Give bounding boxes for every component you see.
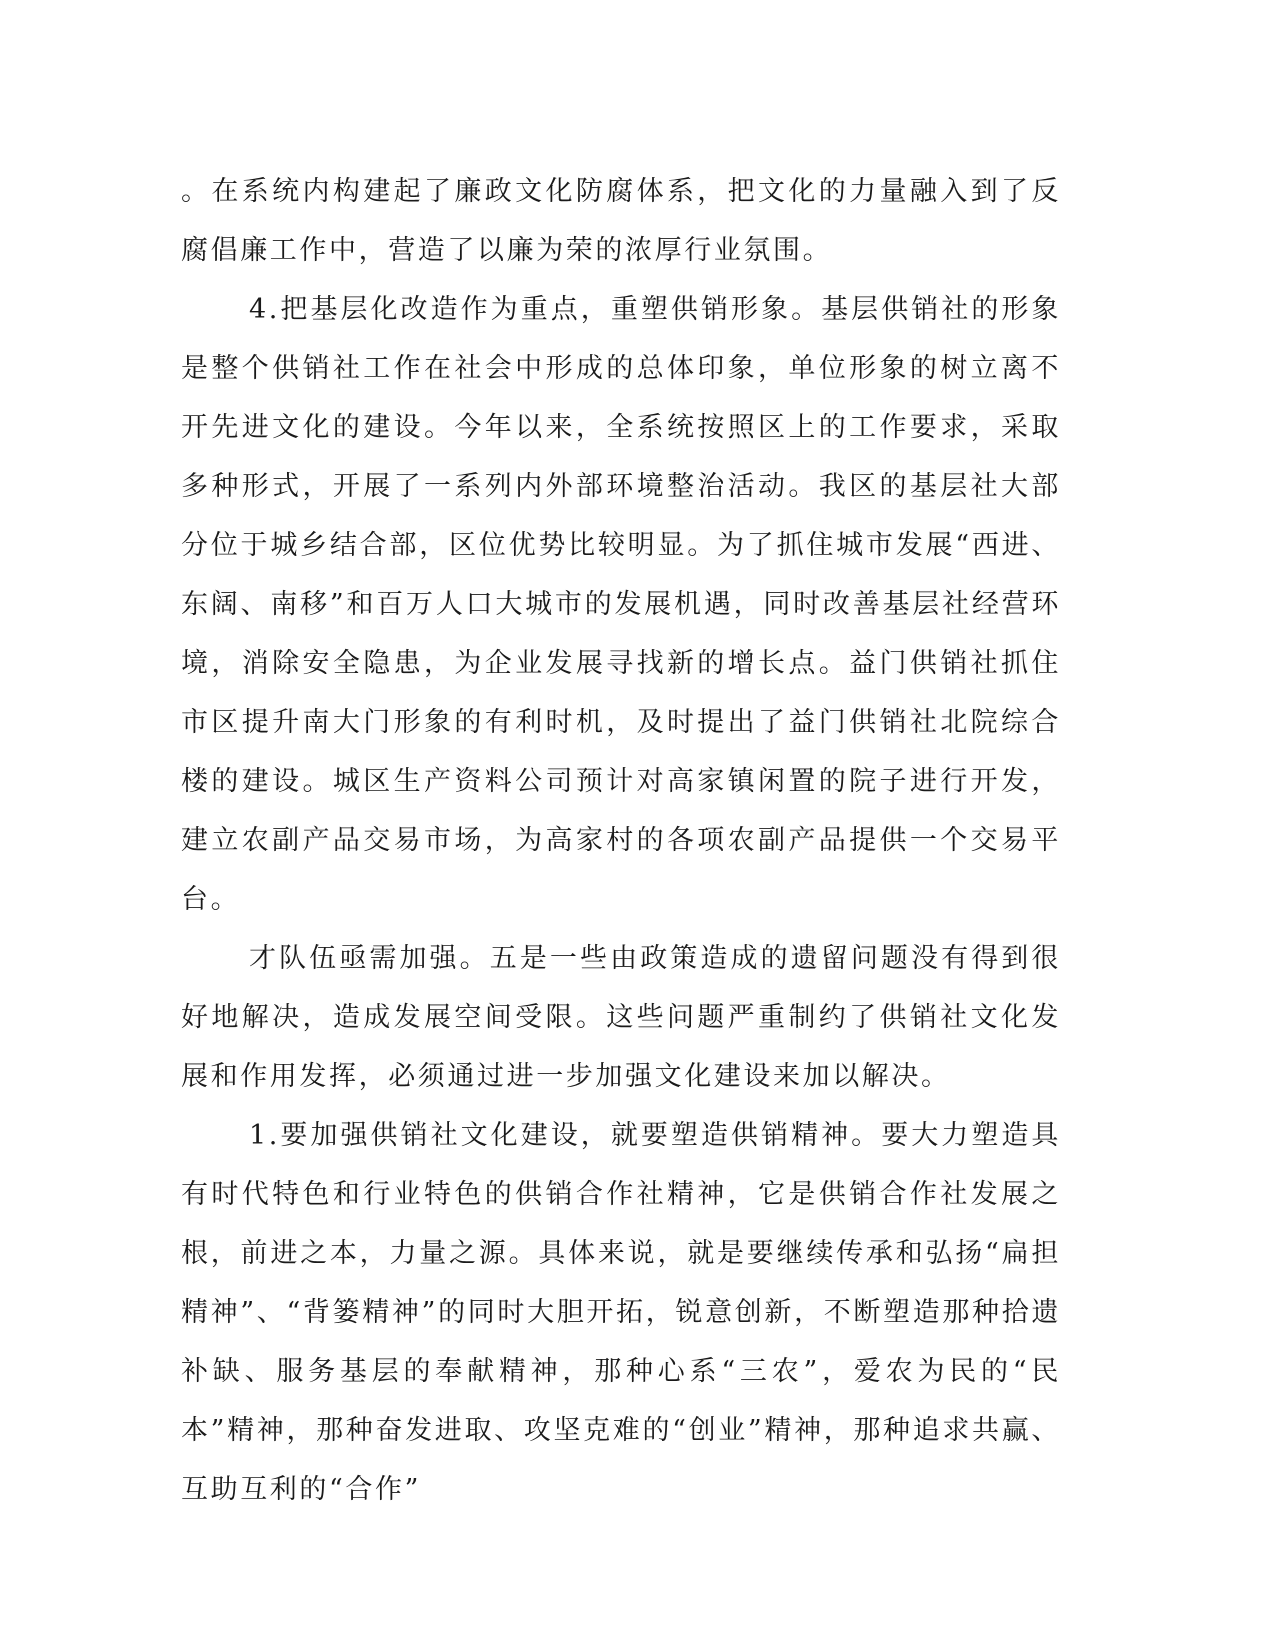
paragraph-2: 4.把基层化改造作为重点，重塑供销形象。基层供销社的形象是整个供销社工作在社会中形成的总体印象，单位形象的树立离不开先进文化的建设。今年以来，全系统按照区上的工作要求，采取多种形式，开展了一系列内外部环境整治活动。我区的基层社大部分位于城乡结合部，区位优势比较明显。为了抓住城市发展“西进、东阔、南移”和百万人口大城市的发展机遇，同时改善基层社经营环境，消除安全隐患，为企业发展寻找新的增长点。益门供销社抓住市区提升南大门形象的有利时机，及时提出了益门供销社北院综合楼的建设。城区生产资料公司预计对高家镇闲置的院子进行开发，建立农副产品交易市场，为高家村的各项农副产品提供一个交易平台。: [181, 294, 1061, 915]
document-body: [181, 162, 1061, 1519]
paragraph-3: 才队伍亟需加强。五是一些由政策造成的遗留问题没有得到很好地解决，造成发展空间受限。这些问题严重制约了供销社文化发展和作用发挥，必须通过进一步加强文化建设来加以解决。: [181, 943, 1061, 1092]
paragraph-4: 1.要加强供销社文化建设，就要塑造供销精神。要大力塑造具有时代特色和行业特色的供销合作社精神，它是供销合作社发展之根，前进之本，力量之源。具体来说，就是要继续传承和弘扬“扁担精神”、“背篓精神”的同时大胆开拓，锐意创新，不断塑造那种拾遗补缺、服务基层的奉献精神，那种心系“三农”，爱农为民的“民本”精神，那种奋发进取、攻坚克难的“创业”精神，那种追求共赢、互助互利的“合作”: [181, 1120, 1061, 1505]
paragraph-1: 。在系统内构建起了廉政文化防腐体系，把文化的力量融入到了反腐倡廉工作中，营造了以廉为荣的浓厚行业氛围。: [181, 176, 1061, 266]
